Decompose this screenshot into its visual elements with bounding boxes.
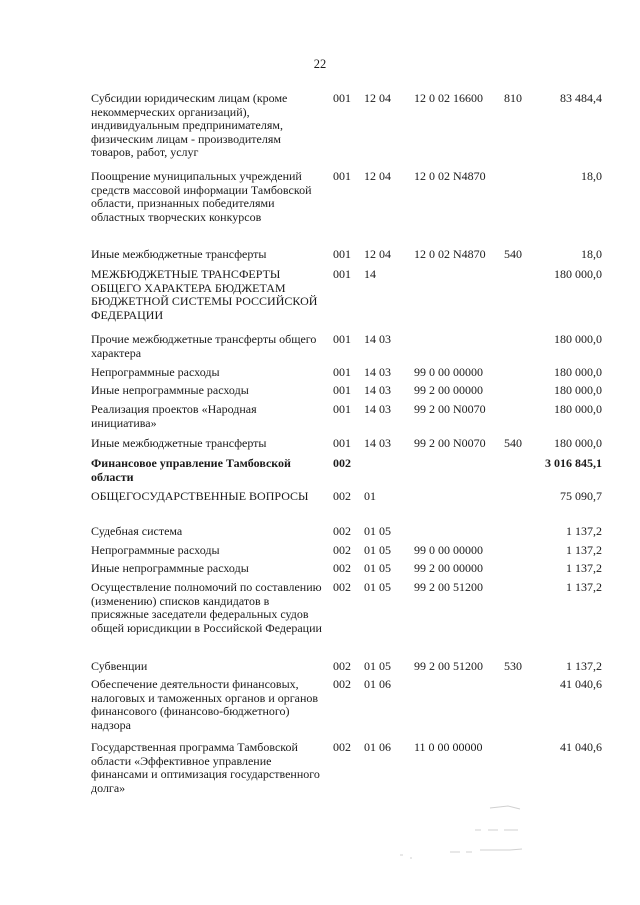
row-name: Финансовое управление Тамбовской области	[91, 456, 291, 484]
row-amount: 180 000,0	[554, 402, 602, 416]
row-target-code: 12 0 02 N4870	[414, 169, 486, 183]
row-target-code: 12 0 02 16600	[414, 91, 483, 105]
page-number: 22	[313, 57, 327, 71]
row-admin-code: 001	[333, 247, 351, 261]
row-name: Иные межбюджетные трансферты	[91, 247, 267, 261]
row-section-code: 14 03	[364, 383, 391, 397]
row-name: Поощрение муниципальных учреждений средств массовой информации Тамбовской области, признанных победителями областных творческих конкурсов	[91, 169, 312, 224]
row-section-code: 01 05	[364, 543, 391, 557]
row-target-code: 12 0 02 N4870	[414, 247, 486, 261]
row-admin-code: 002	[333, 456, 351, 470]
row-name: Обеспечение деятельности финансовых, налоговых и таможенных органов и органов финансового (финансово-бюджетного) надзора	[91, 677, 319, 732]
row-amount: 1 137,2	[566, 561, 602, 575]
row-amount: 75 090,7	[560, 489, 602, 503]
row-amount: 180 000,0	[554, 365, 602, 379]
row-admin-code: 002	[333, 489, 351, 503]
row-name: Судебная система	[91, 524, 183, 538]
row-admin-code: 001	[333, 436, 351, 450]
row-admin-code: 001	[333, 402, 351, 416]
row-name: Иные непрограммные расходы	[91, 561, 249, 575]
row-admin-code: 001	[333, 365, 351, 379]
row-section-code: 14	[364, 267, 376, 281]
row-admin-code: 001	[333, 383, 351, 397]
row-expense-type: 540	[504, 247, 522, 261]
row-name: МЕЖБЮДЖЕТНЫЕ ТРАНСФЕРТЫ ОБЩЕГО ХАРАКТЕРА БЮДЖЕТАМ БЮДЖЕТНОЙ СИСТЕМЫ РОССИЙСКОЙ ФЕДЕРАЦИИ	[91, 267, 318, 322]
row-amount: 180 000,0	[554, 332, 602, 346]
row-target-code: 99 2 00 N0070	[414, 402, 486, 416]
row-section-code: 01 05	[364, 659, 391, 673]
row-name: Непрограммные расходы	[91, 543, 220, 557]
row-target-code: 99 0 00 00000	[414, 543, 483, 557]
row-amount: 180 000,0	[554, 383, 602, 397]
row-section-code: 12 04	[364, 169, 391, 183]
row-expense-type: 540	[504, 436, 522, 450]
row-amount: 1 137,2	[566, 524, 602, 538]
row-name: Субсидии юридическим лицам (кроме некоммерческих организаций), индивидуальным предпринимателям, физическим лицам - производителям товаров, работ, услуг	[91, 91, 288, 159]
faint-stamp-marks	[380, 800, 540, 870]
row-target-code: 99 2 00 00000	[414, 561, 483, 575]
row-expense-type: 530	[504, 659, 522, 673]
row-admin-code: 002	[333, 580, 351, 594]
row-section-code: 01 05	[364, 561, 391, 575]
row-section-code: 12 04	[364, 91, 391, 105]
row-section-code: 14 03	[364, 332, 391, 346]
row-admin-code: 002	[333, 561, 351, 575]
row-name: Иные непрограммные расходы	[91, 383, 249, 397]
row-section-code: 14 03	[364, 402, 391, 416]
row-section-code: 01	[364, 489, 376, 503]
row-amount: 41 040,6	[560, 740, 602, 754]
row-admin-code: 002	[333, 677, 351, 691]
row-amount: 1 137,2	[566, 659, 602, 673]
row-admin-code: 002	[333, 740, 351, 754]
row-target-code: 11 0 00 00000	[414, 740, 483, 754]
row-name: Субвенции	[91, 659, 148, 673]
row-section-code: 01 06	[364, 677, 391, 691]
row-target-code: 99 2 00 51200	[414, 659, 483, 673]
row-admin-code: 001	[333, 91, 351, 105]
row-section-code: 01 06	[364, 740, 391, 754]
row-amount: 18,0	[581, 247, 602, 261]
row-section-code: 01 05	[364, 524, 391, 538]
row-amount: 3 016 845,1	[545, 456, 602, 470]
row-section-code: 14 03	[364, 436, 391, 450]
row-amount: 18,0	[581, 169, 602, 183]
row-admin-code: 001	[333, 332, 351, 346]
row-name: Непрограммные расходы	[91, 365, 220, 379]
row-name: Прочие межбюджетные трансферты общего характера	[91, 332, 317, 360]
row-section-code: 01 05	[364, 580, 391, 594]
row-amount: 180 000,0	[554, 436, 602, 450]
row-name: Иные межбюджетные трансферты	[91, 436, 267, 450]
row-section-code: 14 03	[364, 365, 391, 379]
row-amount: 180 000,0	[554, 267, 602, 281]
row-amount: 41 040,6	[560, 677, 602, 691]
row-amount: 1 137,2	[566, 580, 602, 594]
row-target-code: 99 0 00 00000	[414, 365, 483, 379]
row-name: Реализация проектов «Народная инициатива»	[91, 402, 257, 430]
row-target-code: 99 2 00 00000	[414, 383, 483, 397]
row-expense-type: 810	[504, 91, 522, 105]
row-name: ОБЩЕГОСУДАРСТВЕННЫЕ ВОПРОСЫ	[91, 489, 309, 503]
row-target-code: 99 2 00 51200	[414, 580, 483, 594]
row-name: Государственная программа Тамбовской области «Эффективное управление финансами и оптимизация государственного долга»	[91, 740, 320, 795]
row-admin-code: 001	[333, 267, 351, 281]
row-target-code: 99 2 00 N0070	[414, 436, 486, 450]
row-admin-code: 002	[333, 524, 351, 538]
row-admin-code: 002	[333, 543, 351, 557]
row-section-code: 12 04	[364, 247, 391, 261]
row-amount: 83 484,4	[560, 91, 602, 105]
row-amount: 1 137,2	[566, 543, 602, 557]
row-admin-code: 002	[333, 659, 351, 673]
row-admin-code: 001	[333, 169, 351, 183]
row-name: Осуществление полномочий по составлению (изменению) списков кандидатов в присяжные заседатели федеральных судов общей юрисдикции в Российской Федерации	[91, 580, 322, 635]
